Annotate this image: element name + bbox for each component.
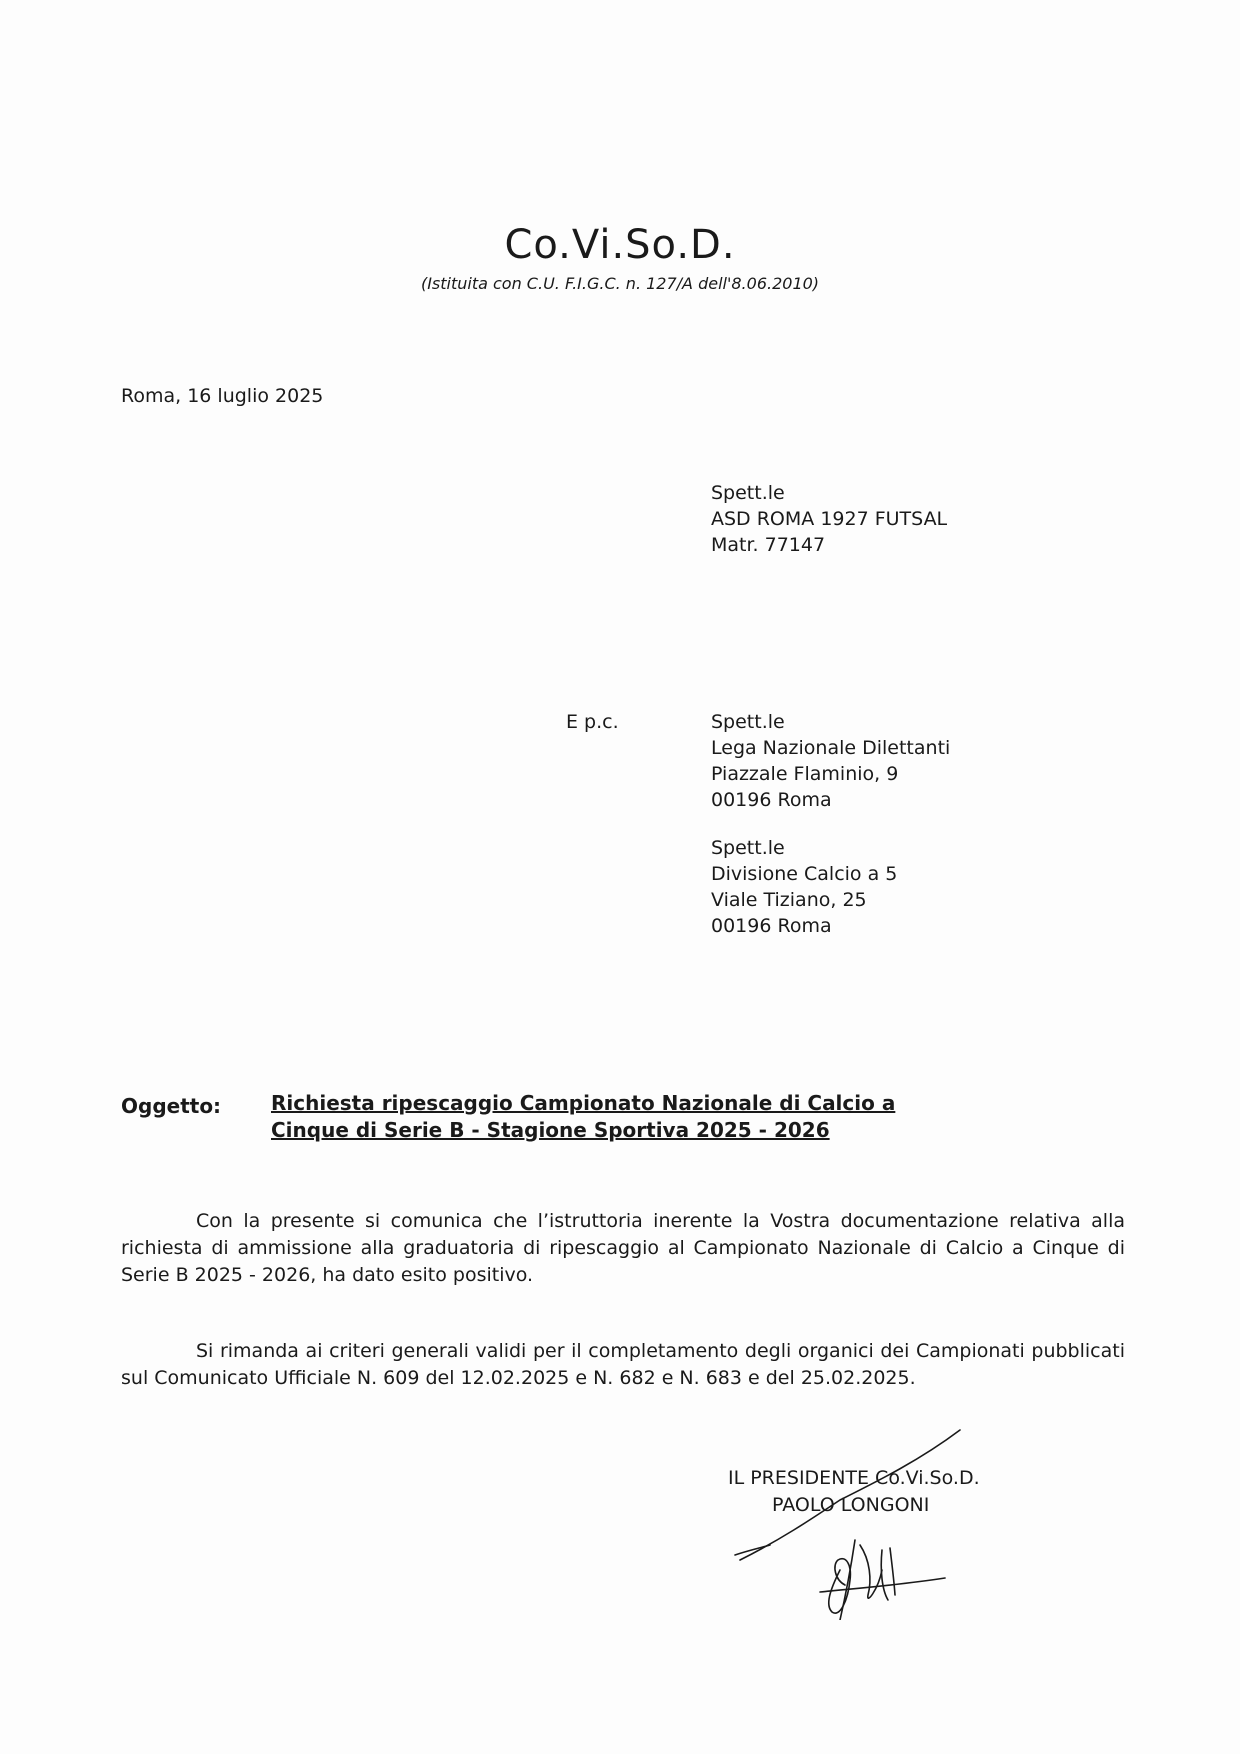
cc-address-divisione <box>711 835 897 939</box>
cc-address-lnd <box>711 709 950 813</box>
address-line: Lega Nazionale Dilettanti <box>711 737 951 759</box>
recipient-line: Spett.le <box>711 482 785 504</box>
cc-label: E p.c. <box>566 711 619 733</box>
address-line: Piazzale Flaminio, 9 <box>711 763 899 785</box>
address-line: Spett.le <box>711 837 785 859</box>
recipient-line: Matr. 77147 <box>711 534 826 556</box>
body-paragraph: Con la presente si comunica che l’istruttoria inerente la Vostra documentazione relativa alla richiesta di ammissione alla graduatoria di ripescaggio al Campionato Nazionale di Calcio a Cinque di Serie B 2025 - 2026, ha dato esito positivo. <box>121 1210 1125 1286</box>
date-line: Roma, 16 luglio 2025 <box>121 385 324 407</box>
address-line: 00196 Roma <box>711 915 832 937</box>
address-line: 00196 Roma <box>711 789 832 811</box>
address-line: Viale Tiziano, 25 <box>711 889 867 911</box>
subject-text: Richiesta ripescaggio Campionato Nazionale di Calcio a Cinque di Serie B - Stagione Sportiva 2025 - 2026 <box>271 1091 896 1142</box>
body-paragraph: Si rimanda ai criteri generali validi per il completamento degli organici dei Campionati pubblicati sul Comunicato Ufficiale N. 609 del 12.02.2025 e N. 682 e N. 683 e del 25.02.2025. <box>121 1340 1125 1389</box>
recipient-address-main <box>711 480 947 558</box>
organization-name: Co.Vi.So.D. <box>504 222 736 268</box>
address-line: Spett.le <box>711 711 785 733</box>
address-line: Divisione Calcio a 5 <box>711 863 898 885</box>
subject-label: Oggetto: <box>121 1094 222 1118</box>
handwritten-signature <box>720 1420 980 1620</box>
signature-title: IL PRESIDENTE Co.Vi.So.D. <box>728 1467 980 1489</box>
recipient-line: ASD ROMA 1927 FUTSAL <box>711 508 948 530</box>
signature-name: PAOLO LONGONI <box>772 1494 930 1516</box>
organization-subtitle: (Istituita con C.U. F.I.G.C. n. 127/A dell'8.06.2010) <box>420 274 820 293</box>
